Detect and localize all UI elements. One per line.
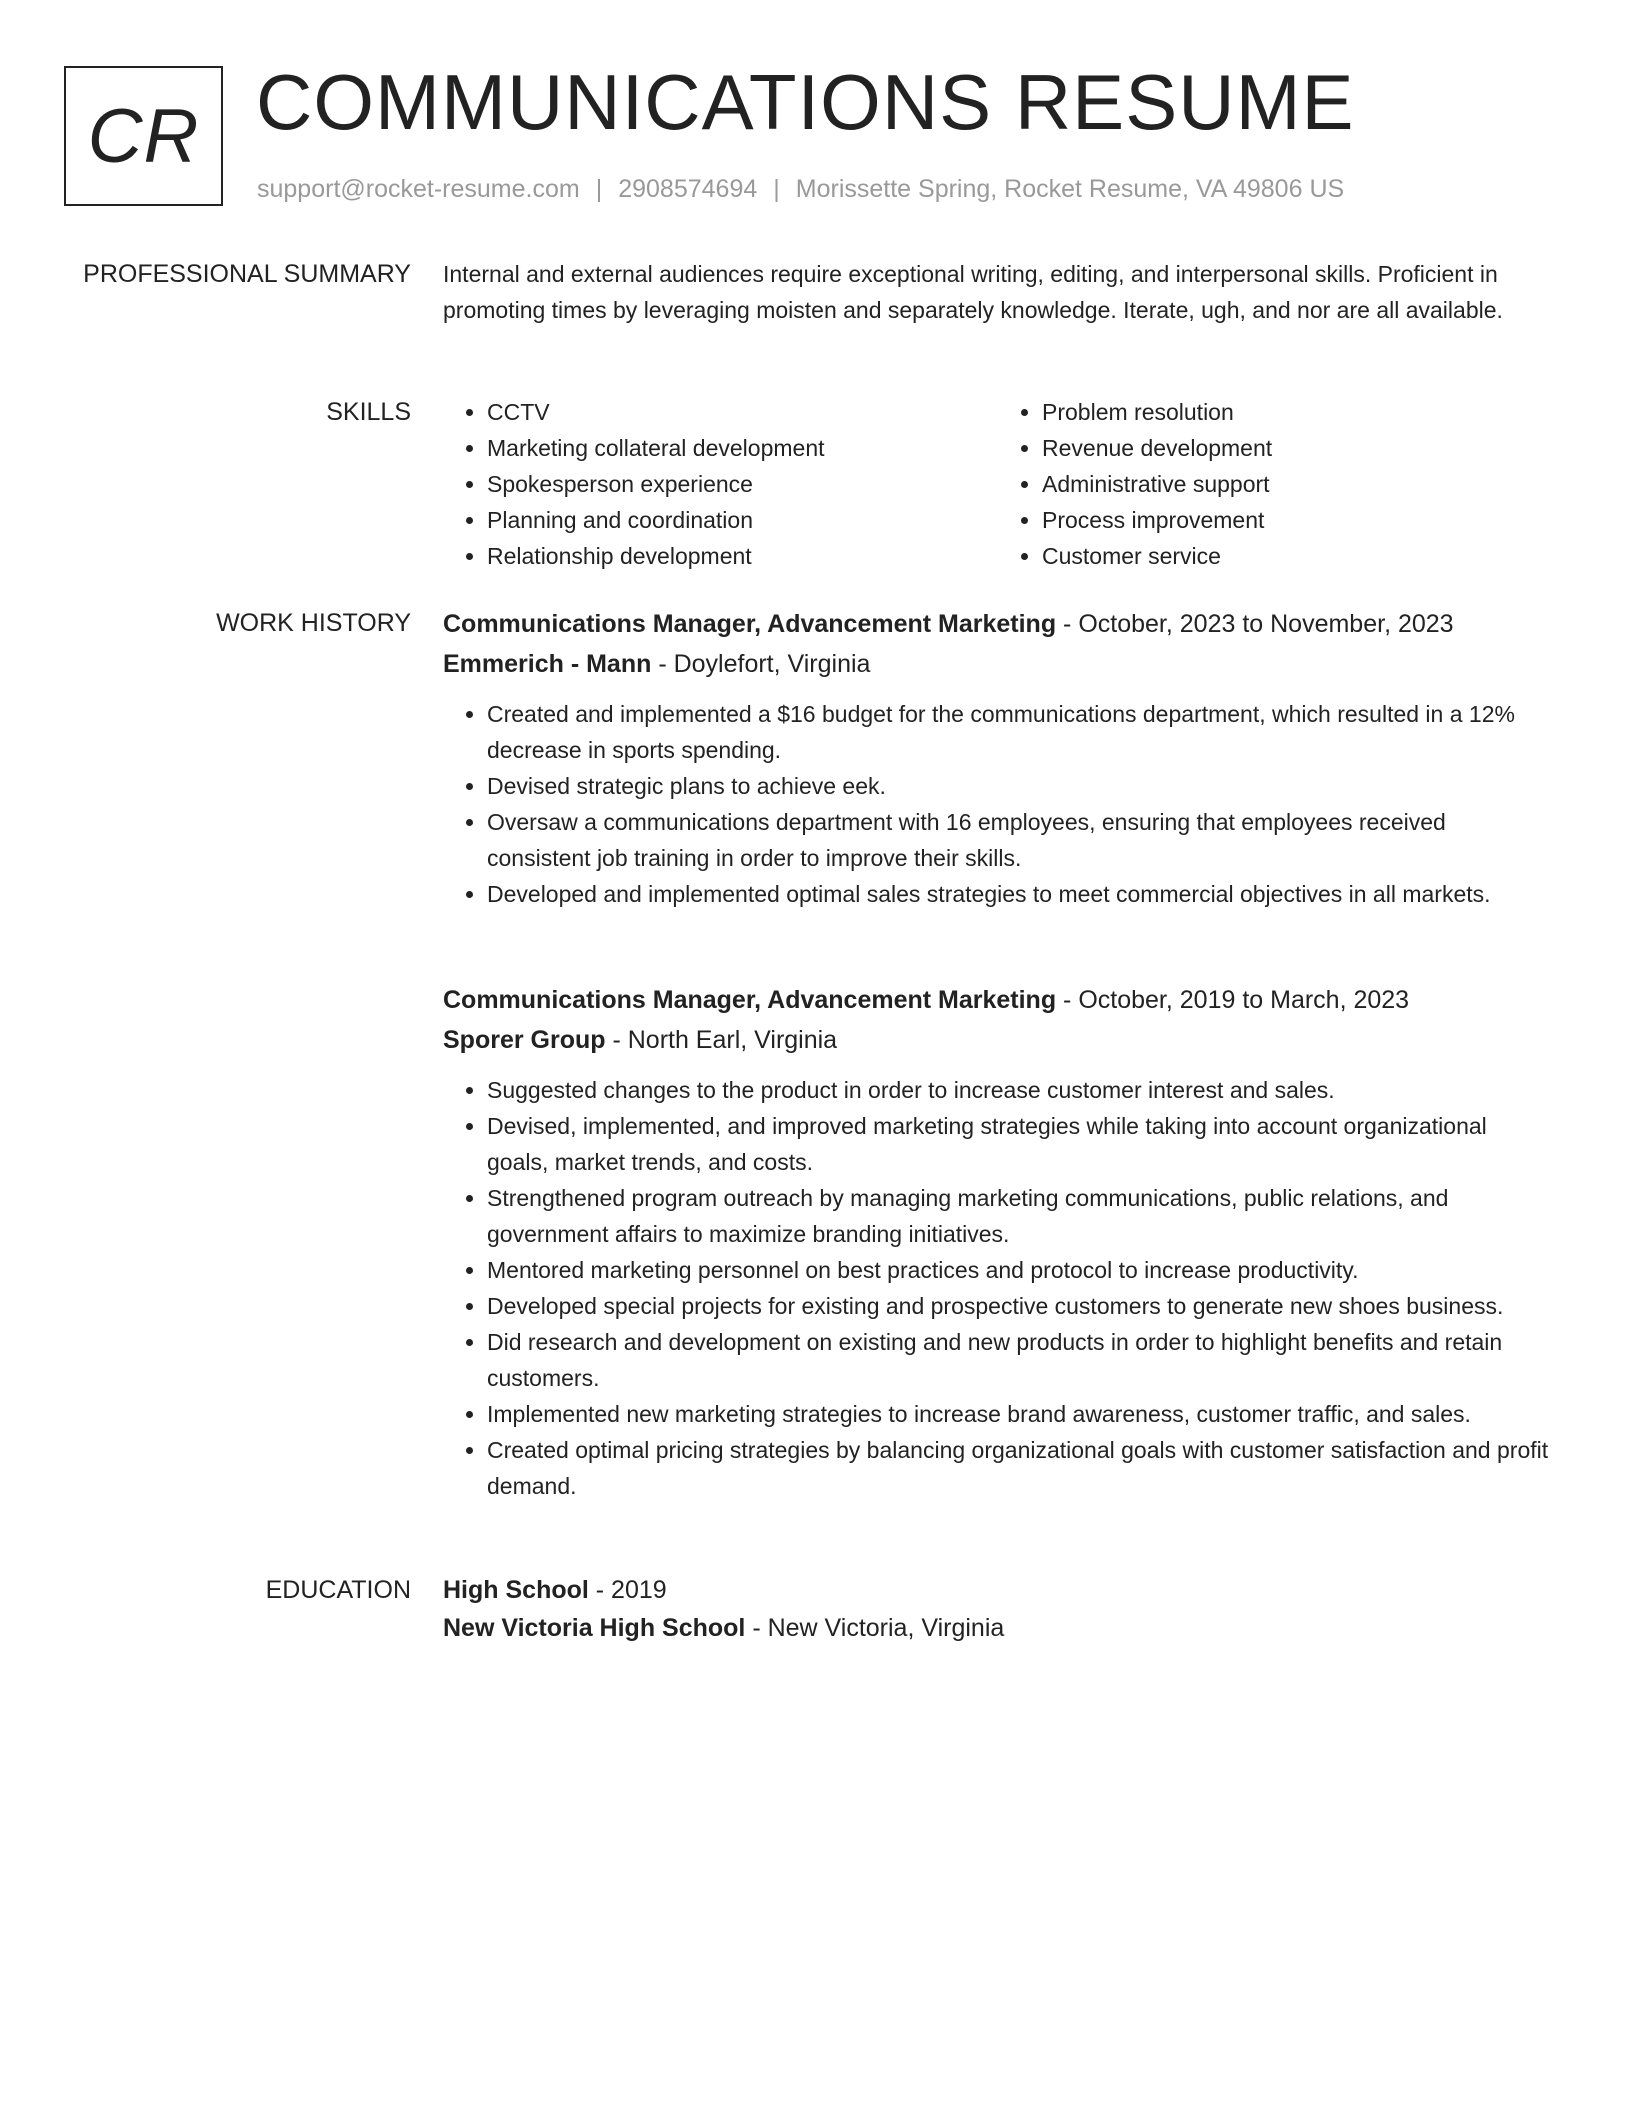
job-bullet: • Suggested changes to the product in order to increase customer interest and sales. bbox=[487, 1072, 1553, 1108]
monogram-logo: CR bbox=[64, 66, 223, 206]
skill-item: • Marketing collateral development bbox=[487, 430, 998, 466]
skill-item: • Revenue development bbox=[1042, 430, 1553, 466]
job-bullet: • Mentored marketing personnel on best practices and protocol to increase productivity. bbox=[487, 1252, 1553, 1288]
employer-location: - Doylefort, Virginia bbox=[651, 650, 871, 678]
contact-separator: | bbox=[595, 175, 603, 203]
section-label-summary: PROFESSIONAL SUMMARY bbox=[83, 260, 411, 288]
skill-item: • Customer service bbox=[1042, 538, 1553, 574]
job-entry bbox=[443, 604, 1553, 912]
degree-line bbox=[443, 1571, 1553, 1609]
job-title: Communications Manager, Advancement Marketing bbox=[443, 986, 1057, 1014]
job-title: Communications Manager, Advancement Marketing bbox=[443, 610, 1057, 638]
job-bullet: • Implemented new marketing strategies to increase brand awareness, customer traffic, and sales. bbox=[487, 1396, 1553, 1432]
job-bullet: • Devised strategic plans to achieve eek. bbox=[487, 768, 1553, 804]
job-bullet: • Developed special projects for existing and prospective customers to generate new shoes business. bbox=[487, 1288, 1553, 1324]
school-location: - New Victoria, Virginia bbox=[745, 1614, 1005, 1642]
job-bullet: • Created and implemented a $16 budget for the communications department, which resulted in a 12% decrease in sports spending. bbox=[487, 696, 1553, 768]
job-bullet: • Created optimal pricing strategies by balancing organizational goals with customer satisfaction and profit demand. bbox=[487, 1432, 1553, 1504]
school-name: New Victoria High School bbox=[443, 1614, 746, 1642]
job-entry bbox=[443, 980, 1553, 1504]
degree: High School bbox=[443, 1576, 589, 1604]
graduation-year: - 2019 bbox=[588, 1576, 667, 1604]
contact-address: Morissette Spring, Rocket Resume, VA 49806 US bbox=[795, 175, 1345, 203]
skill-item: • CCTV bbox=[487, 394, 998, 430]
section-label-skills: SKILLS bbox=[326, 398, 411, 426]
contact-phone: 2908574694 bbox=[618, 175, 758, 203]
skill-item: • Process improvement bbox=[1042, 502, 1553, 538]
education-section bbox=[443, 1571, 1553, 1647]
job-dates: - October, 2023 to November, 2023 bbox=[1056, 610, 1454, 638]
job-title-line bbox=[443, 604, 1553, 644]
skill-item: • Spokesperson experience bbox=[487, 466, 998, 502]
job-bullets bbox=[443, 696, 1553, 912]
section-label-education: EDUCATION bbox=[265, 1576, 411, 1604]
employer-line bbox=[443, 1020, 1553, 1060]
skill-item: • Administrative support bbox=[1042, 466, 1553, 502]
summary-text: Internal and external audiences require exceptional writing, editing, and interpersonal skills. Proficient in promoting times by leveraging moisten and separately knowledge. Iterate, ugh, and nor are all available. bbox=[443, 261, 1503, 323]
skill-item: • Relationship development bbox=[487, 538, 998, 574]
job-bullet: • Oversaw a communications department with 16 employees, ensuring that employees received consistent job training in order to improve their skills. bbox=[487, 804, 1553, 876]
job-title-line bbox=[443, 980, 1553, 1020]
contact-email: support@rocket-resume.com bbox=[257, 175, 580, 203]
skill-item: • Planning and coordination bbox=[487, 502, 998, 538]
employer-line bbox=[443, 644, 1553, 684]
employer-name: Sporer Group bbox=[443, 1026, 606, 1054]
employer-location: - North Earl, Virginia bbox=[605, 1026, 838, 1054]
job-bullet: • Developed and implemented optimal sales strategies to meet commercial objectives in all markets. bbox=[487, 876, 1553, 912]
employer-name: Emmerich - Mann bbox=[443, 650, 652, 678]
skills-list-left bbox=[443, 394, 998, 574]
contact-separator: | bbox=[773, 175, 780, 203]
school-line bbox=[443, 1609, 1553, 1647]
section-label-work-history: WORK HISTORY bbox=[216, 609, 411, 637]
skills-section bbox=[443, 394, 1553, 574]
resume-title: COMMUNICATIONS RESUME bbox=[256, 58, 1355, 146]
job-bullet: • Did research and development on existing and new products in order to highlight benefits and retain customers. bbox=[487, 1324, 1553, 1396]
job-bullet: • Strengthened program outreach by managing marketing communications, public relations, and government affairs to maximize branding initiatives. bbox=[487, 1180, 1553, 1252]
summary-section bbox=[443, 256, 1553, 328]
job-bullet: • Devised, implemented, and improved marketing strategies while taking into account organizational goals, market trends, and costs. bbox=[487, 1108, 1553, 1180]
skill-item: • Problem resolution bbox=[1042, 394, 1553, 430]
skills-list-right bbox=[998, 394, 1553, 574]
job-dates: - October, 2019 to March, 2023 bbox=[1056, 986, 1410, 1014]
contact-line bbox=[257, 172, 1344, 206]
job-bullets bbox=[443, 1072, 1553, 1504]
